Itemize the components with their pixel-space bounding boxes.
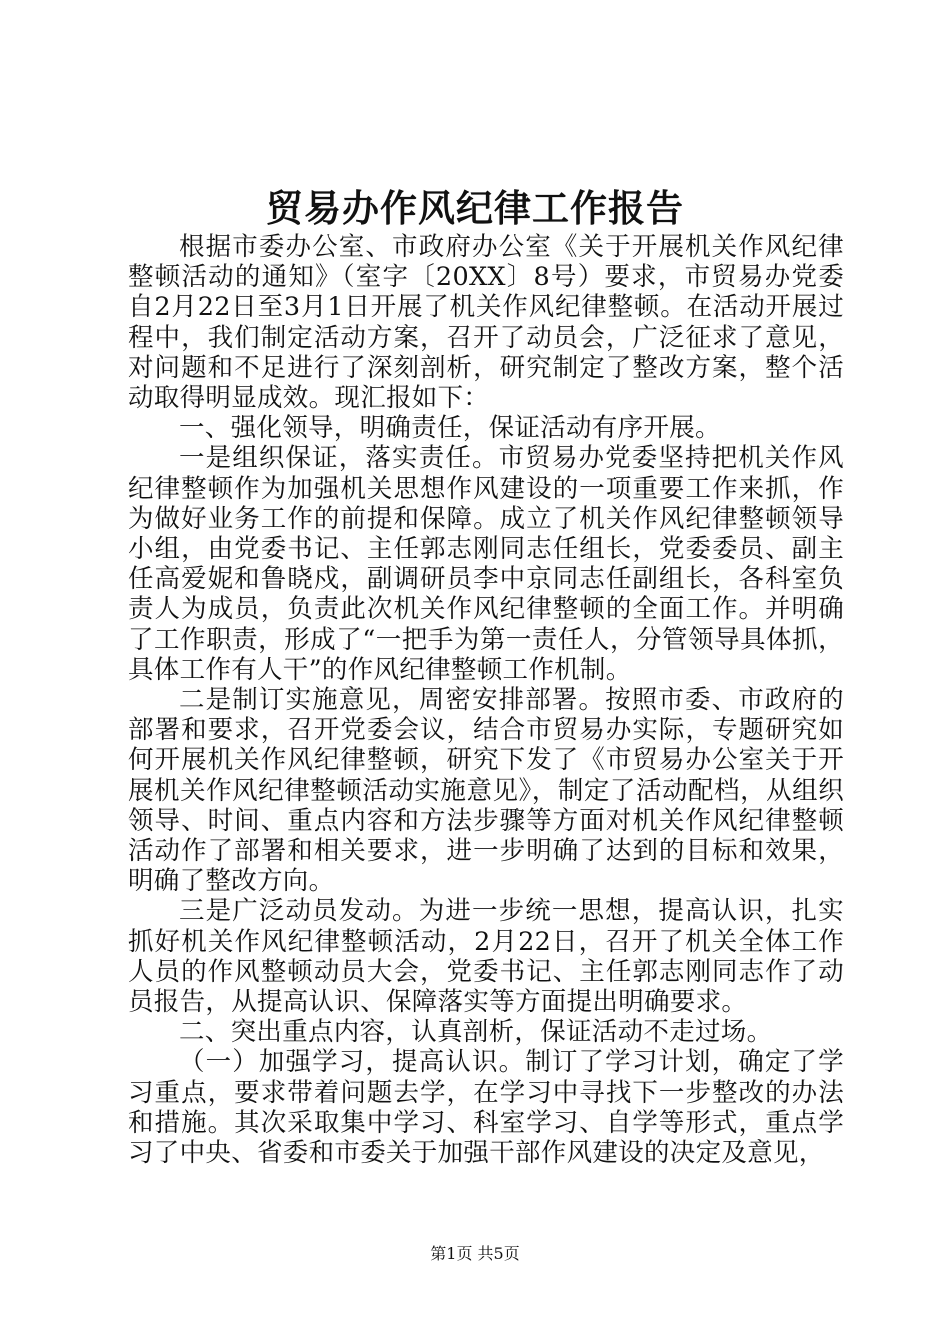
section-heading-2: 二、突出重点内容，认真剖析，保证活动不走过场。 [179,1017,773,1048]
document-title: 贸易办作风纪律工作报告 [266,186,684,230]
paragraph-intro: 根据市委办公室、市政府办公室《关于开展机关作风纪律整顿活动的通知》（室字〔20XX〕8号）要求，市贸易办党委自2月22日至3月1日开展了机关作风纪律整顿。在活动开展过程中，我们制定活动方案，召开了动员会，广泛征求了意见，对问题和不足进行了深刻剖析，研究制定了整改方案，整个活动取得明显成效。现汇报如下： [128,232,844,414]
paragraph-mobilization: 三是广泛动员发动。为进一步统一思想，提高认识，扎实抓好机关作风纪律整顿活动，2月22日，召开了机关全体工作人员的作风整顿动员大会，党委书记、主任郭志刚同志作了动员报告，从提高认识、保障落实等方面提出明确要求。 [128,896,844,1018]
paragraph-implementation: 二是制订实施意见，周密安排部署。按照市委、市政府的部署和要求，召开党委会议，结合市贸易办实际，专题研究如何开展机关作风纪律整顿，研究下发了《市贸易办公室关于开展机关作风纪律整顿活动实施意见》，制定了活动配档，从组织领导、时间、重点内容和方法步骤等方面对机关作风纪律整顿活动作了部署和相关要求，进一步明确了达到的目标和效果，明确了整改方向。 [128,685,844,897]
page-footer: 第1页 共5页 [430,1244,520,1263]
section-heading-1: 一、强化领导，明确责任，保证活动有序开展。 [179,413,721,444]
document-body [128,232,844,1168]
paragraph-study: （一）加强学习，提高认识。制订了学习计划，确定了学习重点，要求带着问题去学，在学习中寻找下一步整改的办法和措施。其次采取集中学习、科室学习、自学等形式，重点学习了中央、省委和市委关于加强干部作风建设的决定及意见， [128,1047,844,1169]
paragraph-organization: 一是组织保证，落实责任。市贸易办党委坚持把机关作风纪律整顿作为加强机关思想作风建设的一项重要工作来抓，作为做好业务工作的前提和保障。成立了机关作风纪律整顿领导小组，由党委书记、主任郭志刚同志任组长，党委委员、副主任高爱妮和鲁晓戍，副调研员李中京同志任副组长，各科室负责人为成员，负责此次机关作风纪律整顿的全面工作。并明确了工作职责，形成了“一把手为第一责任人，分管领导具体抓，具体工作有人干”的作风纪律整顿工作机制。 [128,443,844,685]
